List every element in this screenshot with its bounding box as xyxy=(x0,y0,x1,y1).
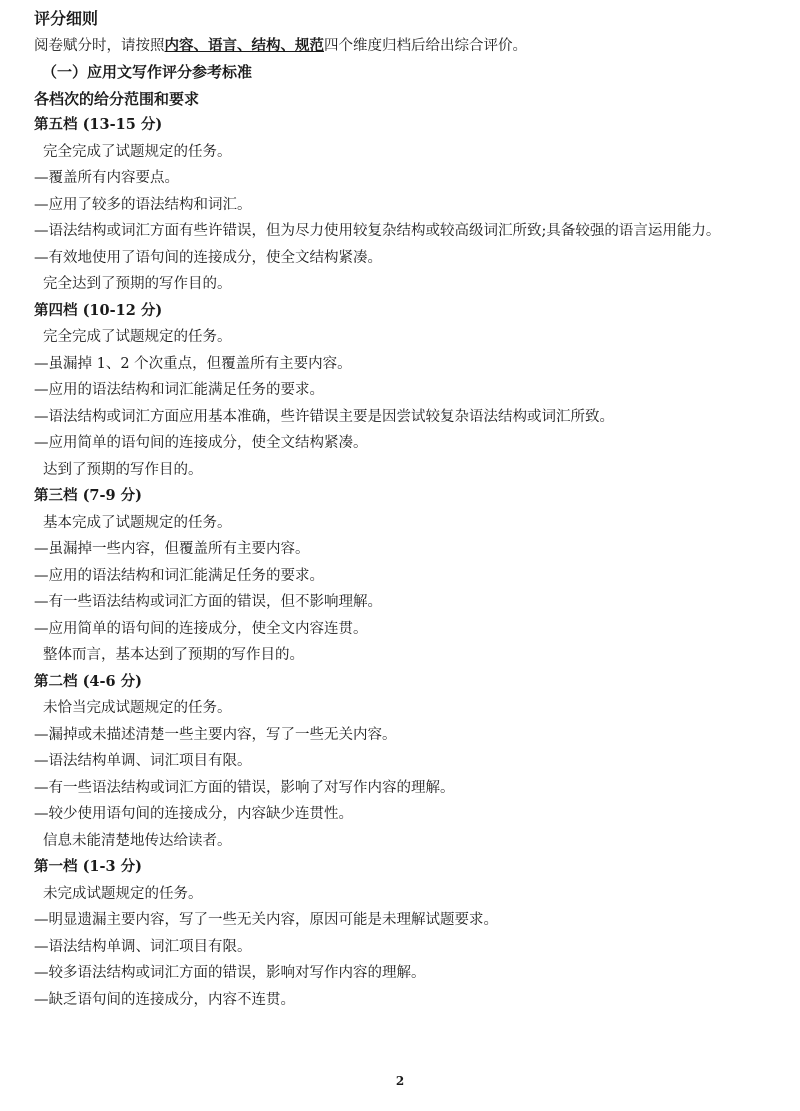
dimension-norms: 规范 xyxy=(295,37,324,54)
band-summary: 信息未能清楚地传达给读者。 xyxy=(43,832,232,849)
intro-text-before: 阅卷赋分时，请按照 xyxy=(34,37,165,54)
dimension-language: 语言 xyxy=(208,37,237,54)
criterion-item: —应用了较多的语法结构和词汇。 xyxy=(34,196,252,213)
dimension-structure: 结构 xyxy=(251,37,281,54)
band-summary: 未恰当完成试题规定的任务。 xyxy=(43,700,232,716)
intro-paragraph xyxy=(34,33,784,60)
page-number: 2 xyxy=(395,1074,405,1088)
band-summary: 未完成试题规定的任务。 xyxy=(43,885,203,902)
band-score-range: (4-6 分) xyxy=(82,672,143,690)
criterion-item: —有效地使用了语句间的连接成分，使全文结构紧凑。 xyxy=(34,249,382,266)
criterion-item: —应用的语法结构和词汇能满足任务的要求。 xyxy=(34,567,324,584)
criterion-item: —应用简单的语句间的连接成分，使全文结构紧凑。 xyxy=(34,435,368,451)
band-name: 第三档 xyxy=(34,488,78,504)
dimension-separator: 、 xyxy=(193,37,208,54)
document-page xyxy=(34,6,784,1013)
criterion-item: —语法结构单调、词汇项目有限。 xyxy=(34,753,252,769)
dimension-separator: 、 xyxy=(280,37,295,54)
criterion-item: —漏掉或未描述清楚一些主要内容，写了一些无关内容。 xyxy=(34,726,397,743)
criterion-item: —应用简单的语句间的连接成分，使全文内容连贯。 xyxy=(34,620,368,637)
criterion-item: —有一些语法结构或词汇方面的错误，影响了对写作内容的理解。 xyxy=(34,779,455,796)
criterion-item: —应用的语法结构和词汇能满足任务的要求。 xyxy=(34,382,324,398)
band-name: 第五档 xyxy=(34,117,78,133)
band-summary: 完全完成了试题规定的任务。 xyxy=(43,143,232,160)
band-summary: 完全完成了试题规定的任务。 xyxy=(43,329,232,345)
criterion-item: —语法结构或词汇方面有些许错误，但为尽力使用较复杂结构或较高级词汇所致;具备较强的语言运用能力。 xyxy=(34,223,721,239)
criterion-item: —较少使用语句间的连接成分，内容缺少连贯性。 xyxy=(34,806,353,822)
criterion-item: —较多语法结构或词汇方面的错误，影响对写作内容的理解。 xyxy=(34,965,426,981)
band-title xyxy=(34,298,784,325)
section-title: （一）应用文写作评分参考标准 xyxy=(42,63,253,81)
band-score-range: (13-15 分) xyxy=(82,116,163,133)
criterion-item: —语法结构单调、词汇项目有限。 xyxy=(34,938,252,955)
band-summary: 完全达到了预期的写作目的。 xyxy=(43,276,232,292)
dimension-separator: 、 xyxy=(237,37,252,54)
band-summary: 基本完成了试题规定的任务。 xyxy=(43,514,232,531)
band-title xyxy=(34,483,784,510)
criterion-item: —缺乏语句间的连接成分，内容不连贯。 xyxy=(34,991,295,1008)
criterion-item: —语法结构或词汇方面应用基本准确，些许错误主要是因尝试较复杂语法结构或词汇所致。 xyxy=(34,408,614,425)
band-list xyxy=(34,112,784,1013)
band-score-range: (10-12 分) xyxy=(82,301,163,319)
criterion-item: —虽漏掉一些内容，但覆盖所有主要内容。 xyxy=(34,541,310,557)
criterion-item: —覆盖所有内容要点。 xyxy=(34,170,179,186)
dimension-content: 内容 xyxy=(164,37,194,54)
band-name: 第一档 xyxy=(34,859,78,875)
band-score-range: (1-3 分) xyxy=(82,858,143,875)
criterion-item: —虽漏掉 1、2 个次重点，但覆盖所有主要内容。 xyxy=(34,355,352,372)
document-title: 评分细则 xyxy=(34,9,99,28)
intro-text-after: 四个维度归档后给出综合评价。 xyxy=(324,37,527,54)
band-title xyxy=(34,854,784,881)
criterion-item: —有一些语法结构或词汇方面的错误，但不影响理解。 xyxy=(34,594,382,610)
band-summary: 达到了预期的写作目的。 xyxy=(43,461,203,478)
band-title xyxy=(34,112,784,139)
band-score-range: (7-9 分) xyxy=(82,487,143,504)
band-name: 第四档 xyxy=(34,302,78,319)
subsection-title: 各档次的给分范围和要求 xyxy=(34,89,200,108)
band-name: 第二档 xyxy=(34,673,78,690)
criterion-item: —明显遗漏主要内容，写了一些无关内容，原因可能是未理解试题要求。 xyxy=(34,912,498,928)
band-summary: 整体而言，基本达到了预期的写作目的。 xyxy=(43,647,304,663)
band-title xyxy=(34,669,784,696)
